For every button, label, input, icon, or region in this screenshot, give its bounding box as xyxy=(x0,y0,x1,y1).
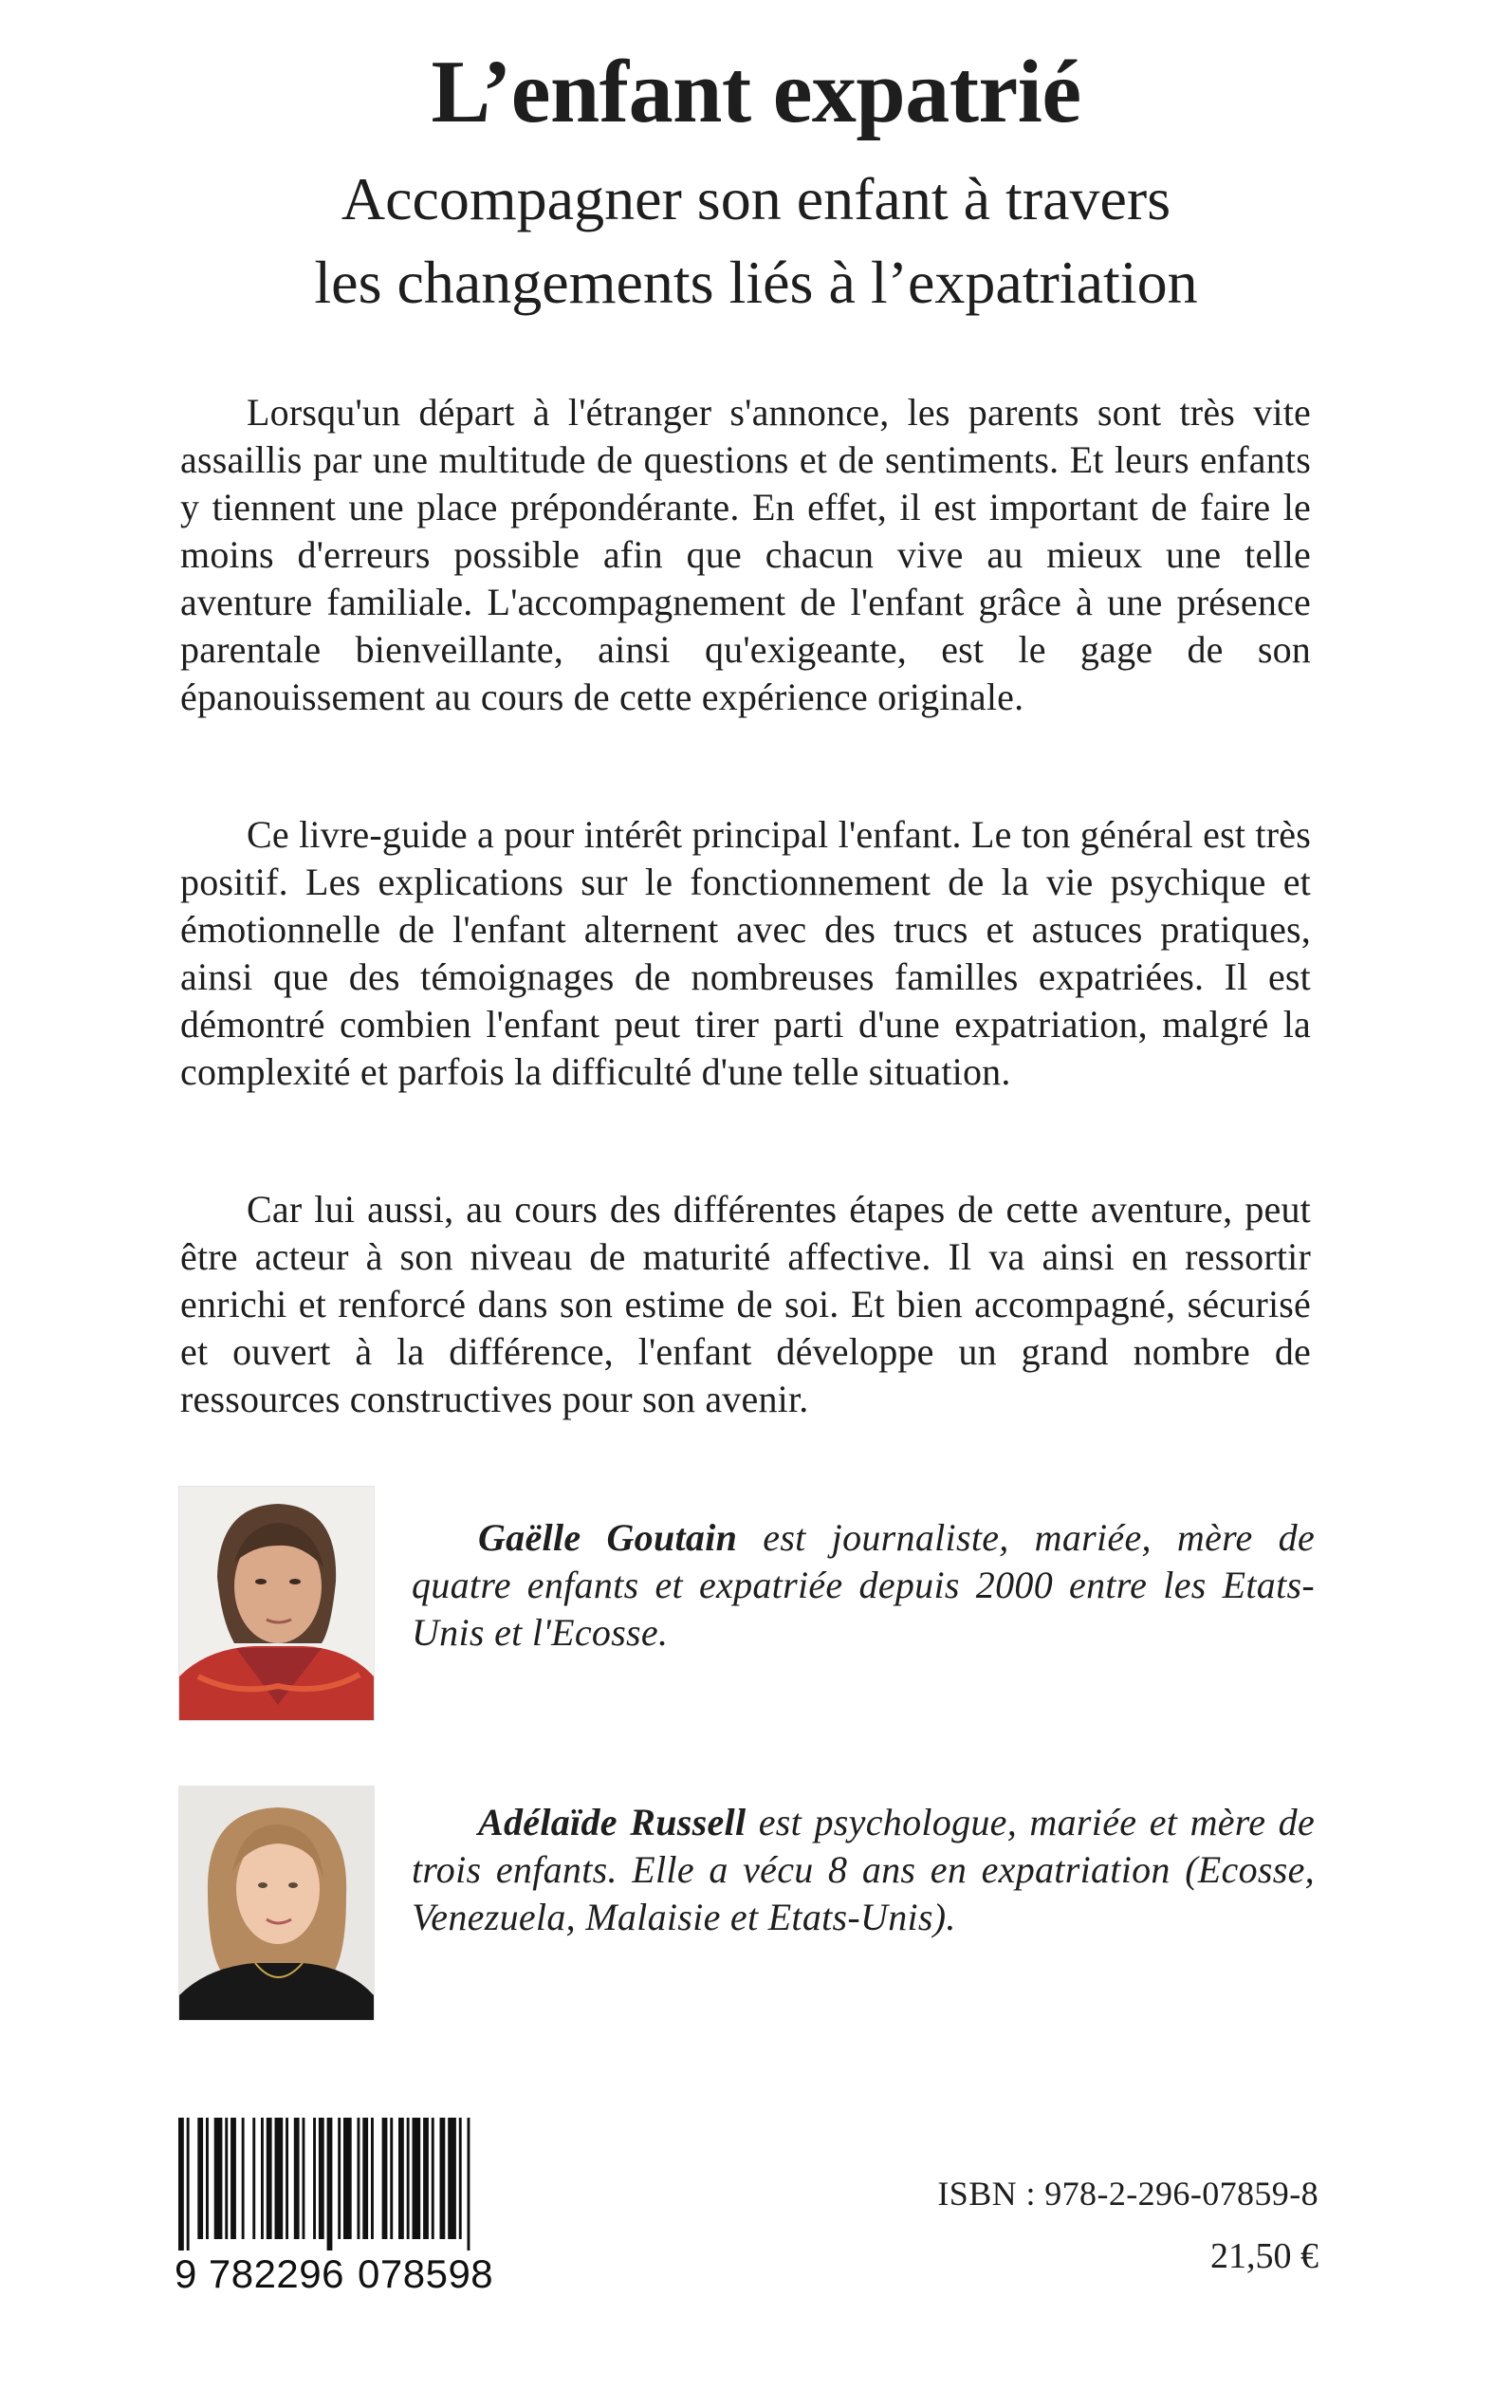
barcode-bar xyxy=(362,2118,368,2239)
author-bio-text-2: est psychologue, mariée et mère de trois enfants. Elle a vécu 8 ans en expatriation (Ecosse, Venezuela, Malaisie et Etats-Unis). xyxy=(412,1801,1315,1938)
barcode-digit-group-2: 078598 xyxy=(358,2251,494,2296)
portrait-image xyxy=(179,1487,374,1720)
author-photo-adelaide-russell xyxy=(178,1786,375,2021)
barcode-bar xyxy=(440,2118,446,2239)
author-photo-gaelle-goutain xyxy=(178,1486,375,1721)
barcode-bar xyxy=(358,2118,360,2239)
barcode-bar xyxy=(459,2118,462,2239)
barcode-bar xyxy=(327,2118,333,2251)
portrait-image xyxy=(179,1787,374,2020)
barcode-bar xyxy=(225,2118,228,2239)
barcode-bar xyxy=(398,2118,404,2239)
barcode-bar xyxy=(371,2118,374,2239)
barcode-bar xyxy=(407,2118,410,2239)
barcode-bar xyxy=(252,2118,255,2239)
book-title: L’enfant expatrié xyxy=(431,43,1081,141)
barcode-bar xyxy=(286,2118,288,2239)
blurb-paragraph-3: Car lui aussi, au cours des différentes étapes de cette aventure, peut être acteur à son niveau de maturité affective. Il va ainsi en ressortir enrichi et renforcé dans son estime de soi. Et bien accompagné, sécurisé et ouvert à la différence, l'enfant développe un grand nombre de ressources constructives pour son avenir. xyxy=(180,1188,1311,1420)
barcode-bar xyxy=(275,2118,284,2239)
barcode-digits xyxy=(175,2252,565,2296)
barcode-bar xyxy=(382,2118,388,2239)
barcode-bar xyxy=(313,2118,316,2239)
barcode-bar xyxy=(448,2118,456,2239)
price: 21,50 € xyxy=(1210,2236,1318,2276)
book-subtitle-line-2: les changements liés à l’expatriation xyxy=(314,249,1198,316)
barcode-bar xyxy=(294,2118,300,2239)
author-bio-text-1: est journaliste, mariée, mère de quatre enfants et expatriée depuis 2000 entre les Etats-Unis et l'Ecosse. xyxy=(412,1516,1315,1654)
barcode-bar xyxy=(338,2118,341,2239)
barcode-bar xyxy=(178,2118,184,2251)
author-name-1: Gaëlle Goutain xyxy=(478,1516,738,1559)
blurb-paragraph-2: Ce livre-guide a pour intérêt principal l'enfant. Le ton général est très positif. Les explications sur le fonctionnement de la vie psychique et émotionnelle de l'enfant alternent avec des trucs et astuces pratiques, ainsi que des témoignages de nombreuses familles expatriées. Il est démontré combien l'enfant peut tirer parti d'une expatriation, malgré la complexité et parfois la difficulté d'une telle situation. xyxy=(180,813,1311,1093)
barcode-bar xyxy=(303,2118,305,2239)
barcode-bar xyxy=(214,2118,223,2239)
book-subtitle-line-1: Accompagner son enfant à travers xyxy=(341,165,1171,232)
author-name-2: Adélaïde Russell xyxy=(478,1801,747,1843)
barcode-bar xyxy=(413,2118,421,2239)
author-bio-1 xyxy=(412,1514,1315,1657)
barcode-bar xyxy=(242,2118,245,2239)
barcode-bar xyxy=(261,2118,264,2239)
barcode-bar xyxy=(423,2118,429,2239)
barcode-bar xyxy=(468,2118,470,2251)
barcode-bar xyxy=(197,2118,203,2239)
barcode-bar xyxy=(432,2118,434,2239)
blurb-paragraph-1: Lorsqu'un départ à l'étranger s'annonce, les parents sont très vite assaillis par une multitude de questions et de sentiments. Et leurs enfants y tiennent une place prépondérante. En effet, il est important de faire le moins d'erreurs possible afin que chacun vive au mieux une telle aventure familiale. L'accompagnement de l'enfant grâce à une présence parentale bienveillante, ainsi qu'exigeante, est le gage de son épanouissement au cours de cette expérience originale. xyxy=(180,391,1311,718)
barcode-bar xyxy=(319,2118,324,2239)
isbn-barcode xyxy=(175,2118,563,2251)
barcode-first-digit: 9 xyxy=(175,2251,197,2296)
isbn-number: ISBN : 978-2-296-07859-8 xyxy=(937,2175,1318,2213)
author-bio-2 xyxy=(412,1799,1315,1941)
barcode-digit-group-1: 782296 xyxy=(208,2251,345,2296)
barcode-bar xyxy=(390,2118,393,2239)
barcode-bar xyxy=(267,2118,272,2239)
barcode-bar xyxy=(206,2118,209,2239)
barcode-bar xyxy=(187,2118,190,2251)
barcode-bar xyxy=(343,2118,352,2239)
barcode-bar xyxy=(230,2118,236,2239)
